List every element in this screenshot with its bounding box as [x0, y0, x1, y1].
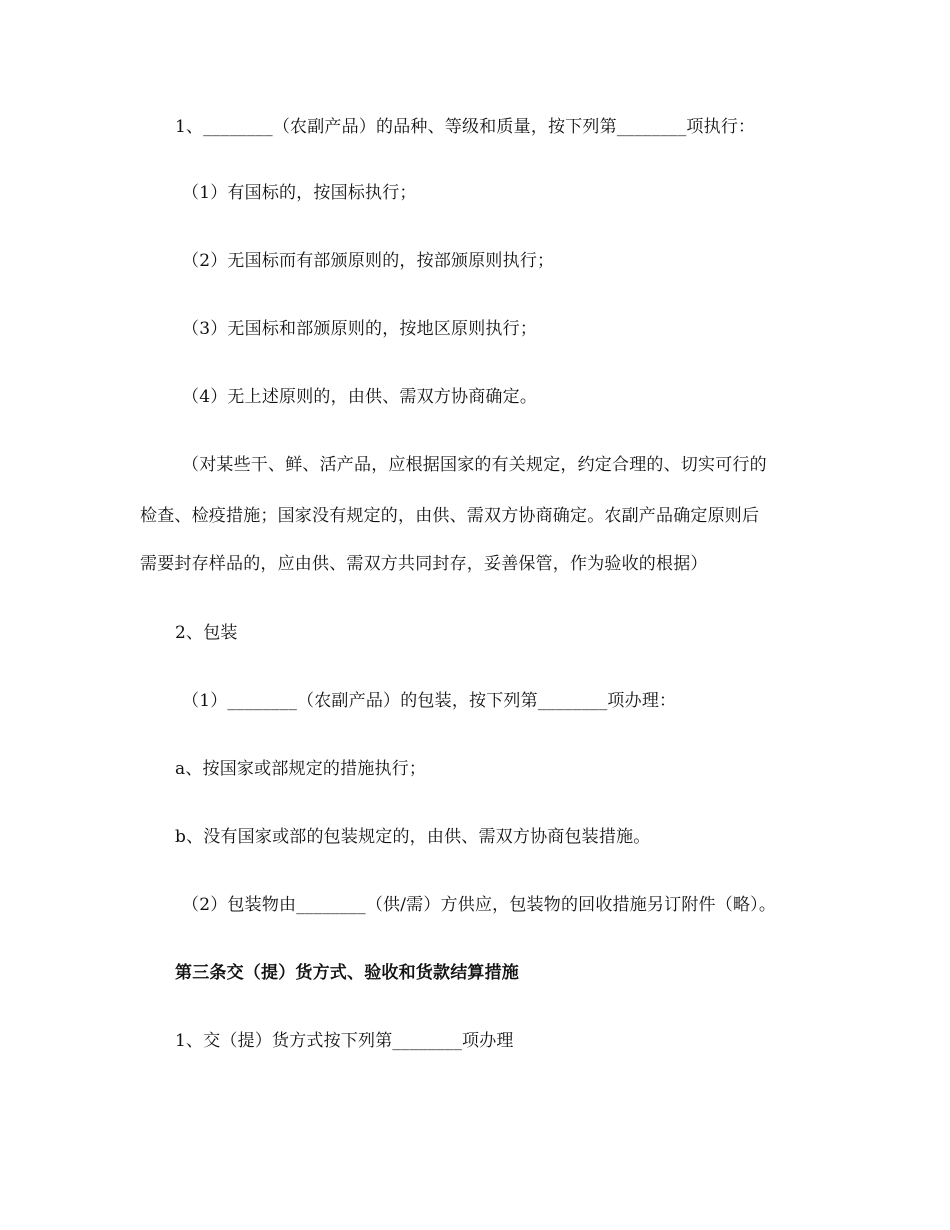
paragraph-note-line-1: （对某些干、鲜、活产品，应根据国家的有关规定，约定合理的、切实可行的: [182, 455, 767, 475]
paragraph-delivery-method: 1、交（提）货方式按下列第________项办理: [175, 1031, 514, 1051]
paragraph-packaging-option-b: b、没有国家或部的包装规定的，由供、需双方协商包装措施。: [175, 827, 651, 847]
paragraph-item-4: （4）无上述原则的，由供、需双方协商确定。: [182, 387, 538, 407]
paragraph-packaging-item-2: （2）包装物由________（供/需）方供应，包装物的回收措施另订附件（略）。: [182, 895, 777, 915]
paragraph-quality-clause: 1、________（农副产品）的品种、等级和质量，按下列第________项执行：: [175, 117, 756, 137]
paragraph-packaging-heading: 2、包装: [175, 623, 238, 643]
paragraph-packaging-item-1: （1）________（农副产品）的包装，按下列第________项办理：: [182, 691, 677, 711]
paragraph-packaging-option-a: a、按国家或部规定的措施执行；: [175, 759, 427, 779]
paragraph-note-line-3: 需要封存样品的，应由供、需双方共同封存，妥善保管，作为验收的根据）: [140, 554, 708, 574]
section-heading-article-3: 第三条交（提）货方式、验收和货款结算措施: [175, 963, 519, 983]
paragraph-item-3: （3）无国标和部颁原则的，按地区原则执行；: [182, 319, 538, 339]
paragraph-item-2: （2）无国标而有部颁原则的，按部颁原则执行；: [182, 251, 555, 271]
paragraph-item-1: （1）有国标的，按国标执行；: [182, 183, 417, 203]
paragraph-note-line-2: 检查、检疫措施；国家没有规定的，由供、需双方协商确定。农副产品确定原则后: [140, 506, 760, 526]
